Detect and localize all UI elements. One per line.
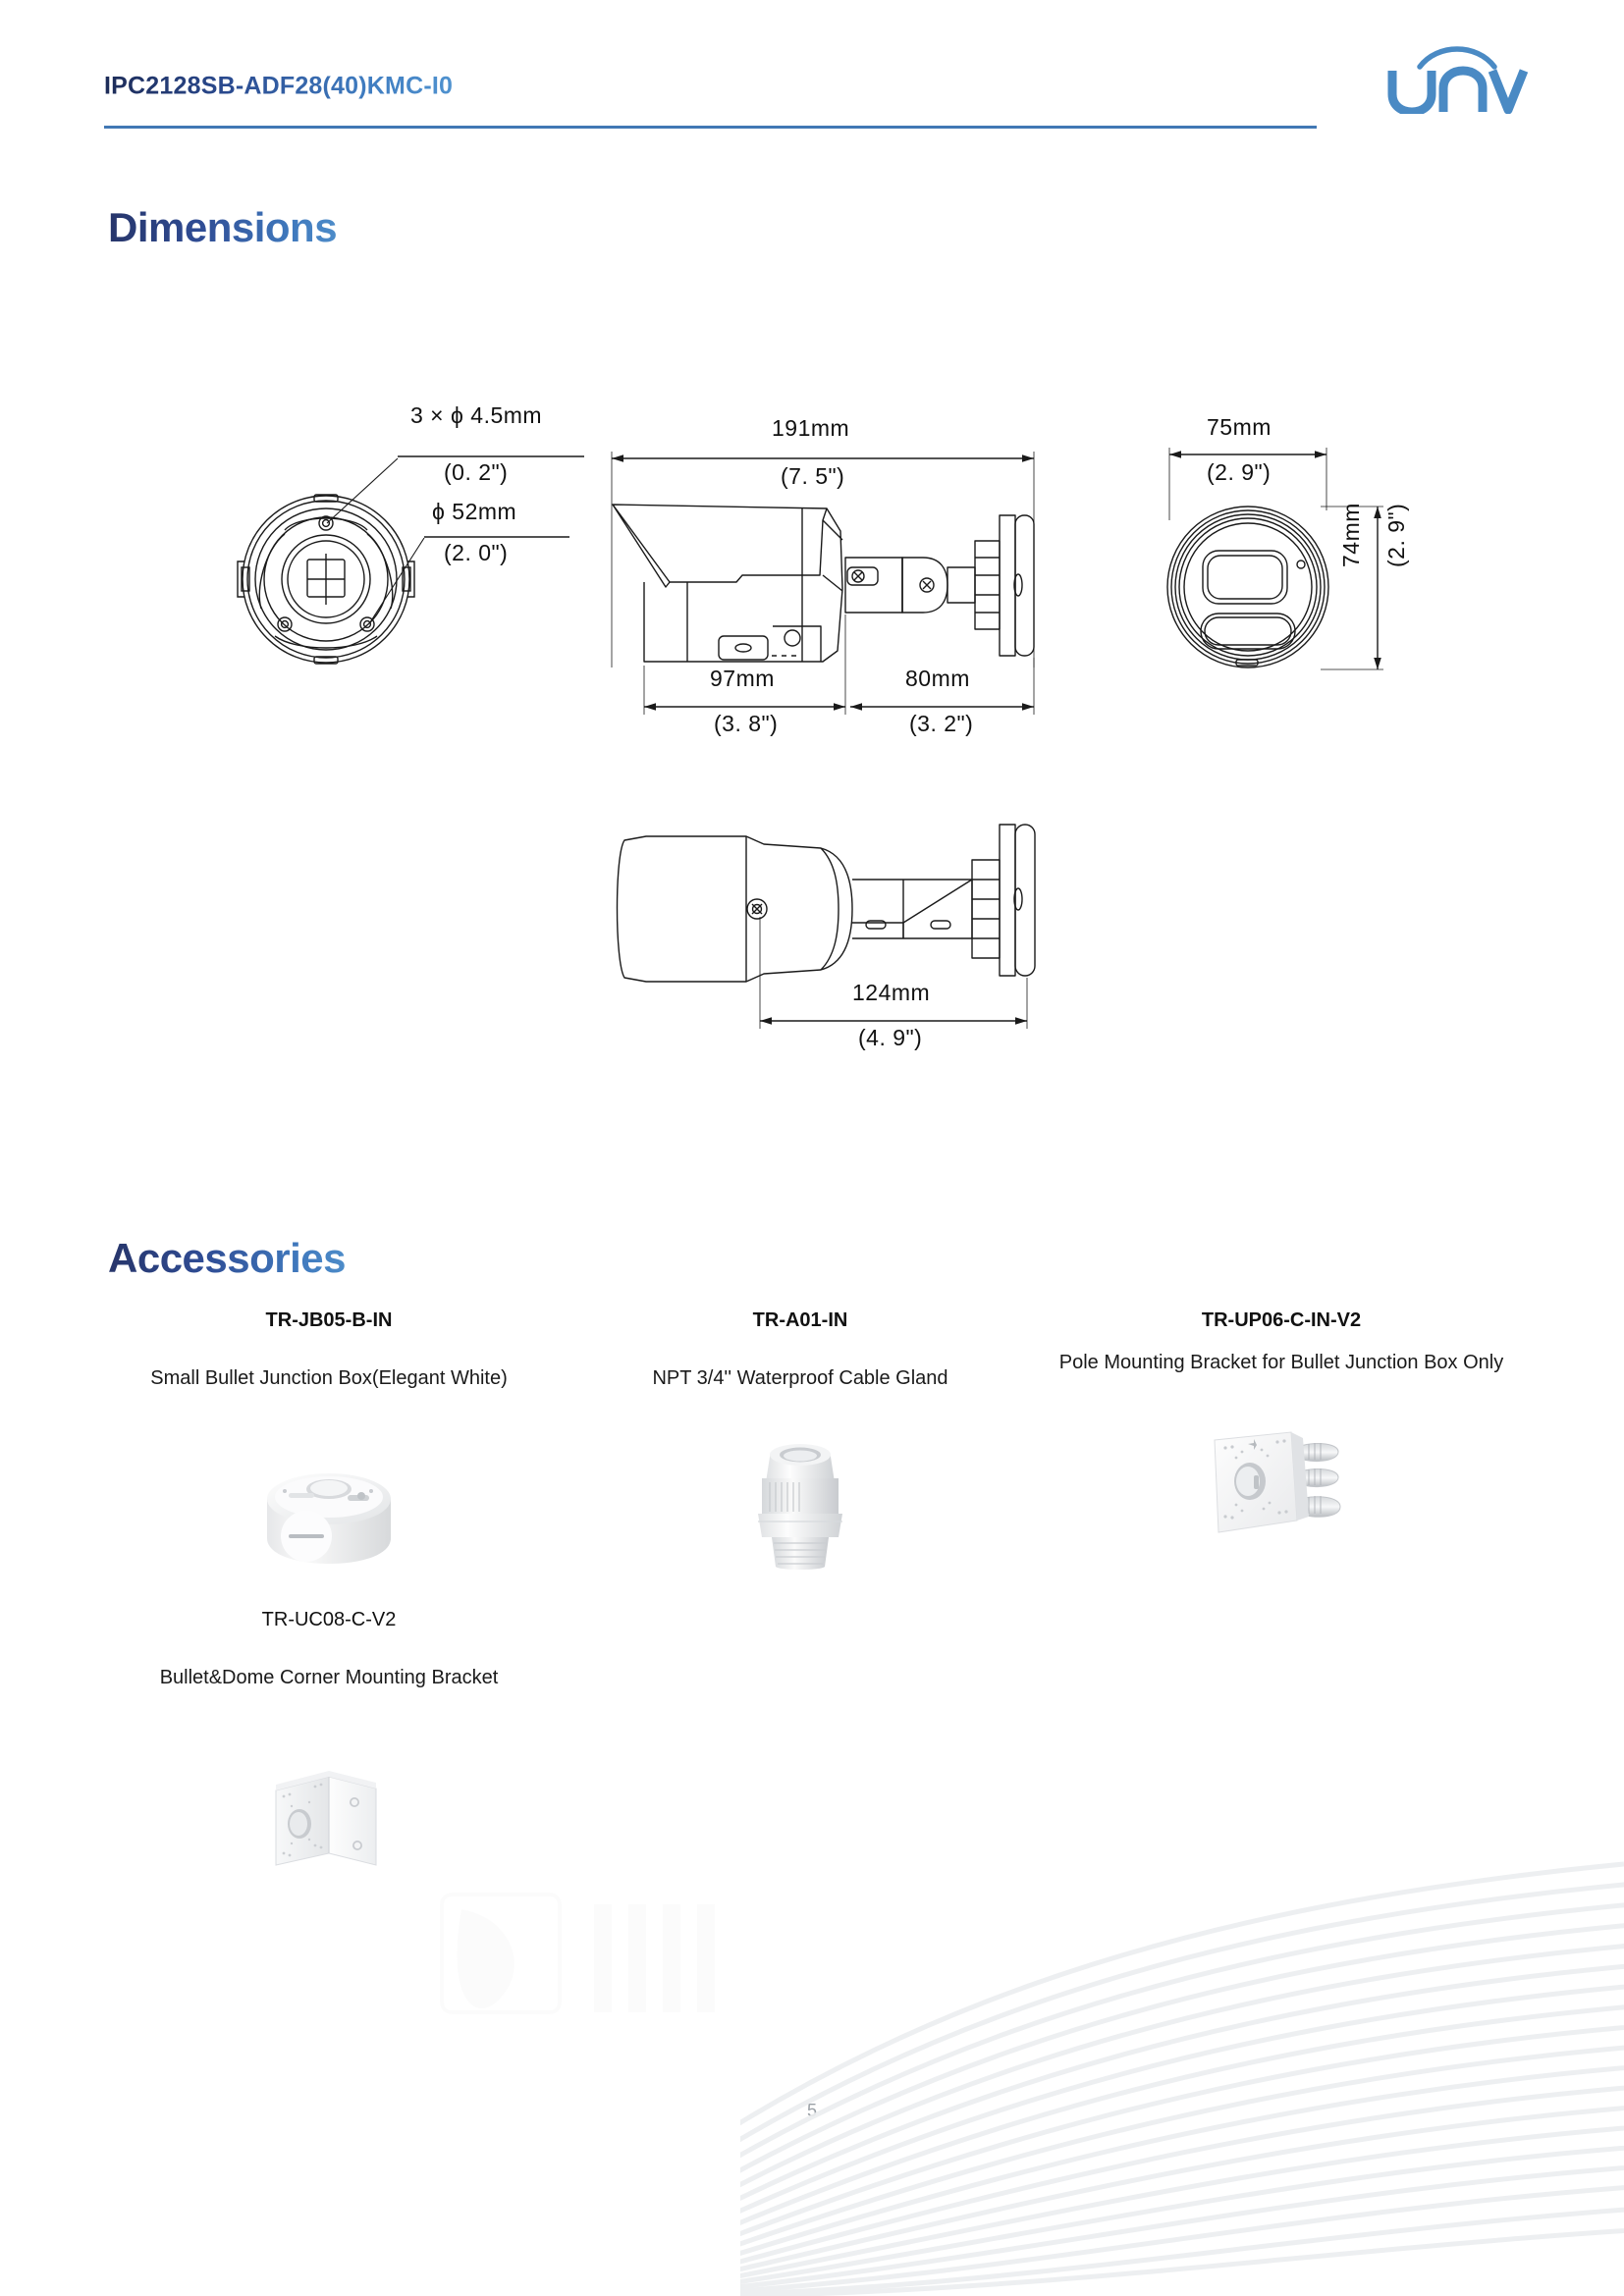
page-header	[0, 0, 1624, 147]
unv-logo	[1382, 37, 1530, 114]
side-arm-mm: 80mm	[905, 666, 970, 691]
accessory-description: NPT 3/4'' Waterproof Cable Gland	[652, 1367, 948, 1389]
header-model-title: IPC2128SB-ADF28(40)KMC-I0	[104, 72, 454, 100]
side-total-mm: 191mm	[772, 415, 850, 441]
front-width-mm: 75mm	[1207, 414, 1272, 440]
accessories-heading: Accessories	[108, 1235, 347, 1281]
corner-mounting-bracket-image	[98, 1730, 560, 1877]
pole-mounting-bracket-image	[1036, 1399, 1527, 1546]
decorative-wave-pattern	[740, 1746, 1624, 2296]
accessory-code: TR-UP06-C-IN-V2	[1201, 1309, 1362, 1331]
front-height-in: (2. 9")	[1383, 503, 1409, 567]
background-watermark	[422, 1865, 1168, 2052]
hole-callout-mm: 3 × ϕ 4.5mm	[410, 402, 543, 428]
front-width-in: (2. 9")	[1207, 459, 1272, 485]
cable-gland-image	[569, 1426, 1031, 1574]
side-total-in: (7. 5")	[781, 463, 845, 489]
junction-box-image	[98, 1426, 560, 1574]
hole-callout-in: (0. 2")	[444, 459, 509, 485]
accessory-description: Bullet&Dome Corner Mounting Bracket	[159, 1667, 499, 1688]
header-rule	[104, 126, 1317, 129]
accessory-item-cable-gland	[569, 1306, 1031, 1574]
front-height-mm: 74mm	[1338, 503, 1364, 567]
side-view	[599, 412, 1051, 736]
bottom-view	[589, 785, 1060, 1080]
front-view	[1164, 412, 1458, 697]
accessory-item-pole-bracket	[1036, 1306, 1527, 1546]
accessory-description: Pole Mounting Bracket for Bullet Junction Box Only	[1058, 1352, 1504, 1373]
accessory-description: Small Bullet Junction Box(Elegant White)	[150, 1367, 508, 1389]
bottom-length-mm: 124mm	[852, 980, 931, 1005]
accessory-code: TR-A01-IN	[752, 1309, 848, 1331]
bore-callout-mm: ϕ 52mm	[432, 499, 517, 524]
side-body-in: (3. 8")	[714, 711, 779, 736]
accessory-code: TR-UC08-C-V2	[261, 1609, 397, 1630]
bottom-length-in: (4. 9")	[858, 1025, 923, 1050]
dimensions-heading: Dimensions	[108, 204, 338, 250]
accessory-code: TR-JB05-B-IN	[265, 1309, 393, 1331]
page-number: 5	[806, 2101, 817, 2120]
side-arm-in: (3. 2")	[909, 711, 974, 736]
back-mounting-base-view	[236, 402, 589, 687]
accessory-item-corner-bracket	[98, 1605, 560, 1877]
accessory-item-junction-box	[98, 1306, 560, 1574]
side-body-mm: 97mm	[710, 666, 775, 691]
bore-callout-in: (2. 0")	[444, 540, 509, 565]
